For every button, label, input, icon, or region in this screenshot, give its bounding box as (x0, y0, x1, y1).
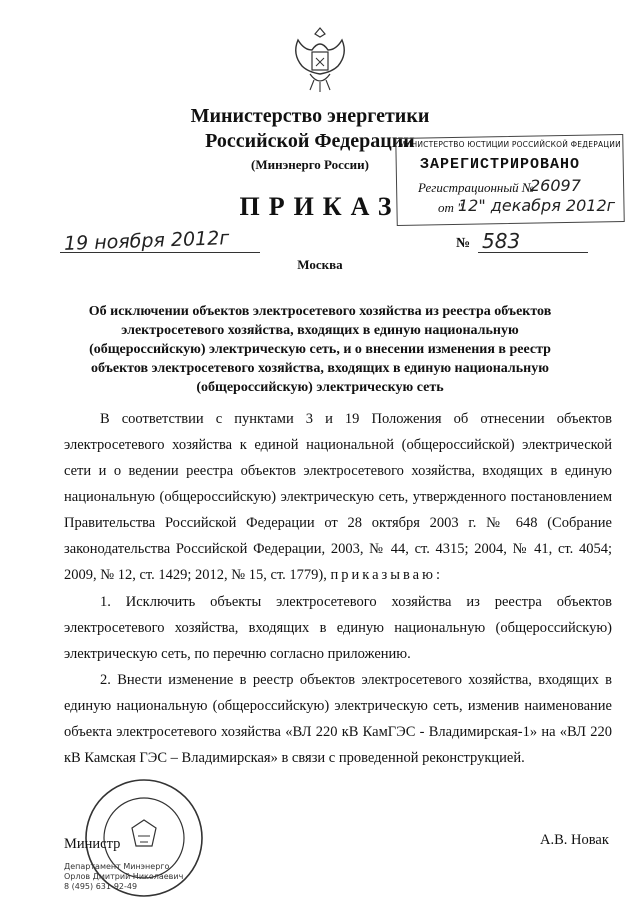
order-date: 19 ноября 2012г (63, 227, 230, 255)
stamp-date: 12" декабря 2012г (458, 196, 616, 215)
signature-position: Министр (64, 836, 121, 852)
ministry-name: Министерство энергетики Российской Федерации (190, 105, 430, 152)
stamp-reg-number: 26097 (530, 176, 581, 195)
stamp-org: МИНИСТЕРСТВО ЮСТИЦИИ РОССИЙСКОЙ ФЕДЕРАЦИИ (399, 140, 621, 149)
paragraph-preamble: В соответствии с пунктами 3 и 19 Положения об отнесении объектов электросетевого хозяйства к единой национальной (общероссийской) электрической сети и о ведении реестра объектов электросетевого хозяйства, входящих в единую национальную (общероссийскую) электрическую сеть, утвержденного постановлением Правительства Российской Федерации от 28 октября 2003 г. № 648 (Собрание законодательства Российской Федерации, 2003, № 44, ст. 4315; 2004, № 41, ст. 4054; 2009, № 12, ст. 1429; 2012, № 15, ст. 1779), приказываю: (64, 411, 612, 583)
document-type: ПРИКАЗ (239, 192, 401, 221)
date-underline (60, 252, 260, 253)
footer-executor: Департамент Минэнерго Орлов Дмитрий Николаевич 8 (495) 631-92-49 (64, 862, 184, 891)
city: Москва (297, 257, 343, 272)
stamp-reg-label: Регистрационный № (418, 180, 535, 195)
stamp-date-label: от " (438, 200, 463, 215)
paragraph-item-1: 1. Исключить объекты электросетевого хозяйства из реестра объектов электросетевого хозяйства, входящих в единую национальную (общероссийскую) электрическую сеть, по перечню согласно приложению. (64, 594, 612, 662)
order-number-prefix: № (456, 236, 471, 251)
document-title: Об исключении объектов электросетевого хозяйства из реестра объектов электросетевого хозяйства, входящих в единую национальную (общероссийскую) электрическую сеть, и о внесении изменения в реестр объектов электросетевого хозяйства, входящих в единую национальную (общероссийскую) электрическую сеть (88, 304, 552, 395)
number-underline (478, 252, 588, 253)
ministry-short-name: (Минэнерго России) (251, 157, 369, 172)
order-word: приказываю: (330, 567, 443, 583)
coat-of-arms-icon (288, 22, 352, 94)
paragraph-item-2: 2. Внести изменение в реестр объектов электросетевого хозяйства, входящих в единую национальную (общероссийскую) электрическую сеть, изменив наименование объекта электросетевого хозяйства «ВЛ 220 кВ КамГЭС - Владимирская-1» на «ВЛ 220 кВ Камская ГЭС – Владимирская» в связи с проведенной реконструкцией. (64, 672, 612, 766)
stamp-status: ЗАРЕГИСТРИРОВАНО (420, 156, 581, 173)
order-number: 583 (482, 229, 521, 253)
signature-name: А.В. Новак (540, 832, 609, 848)
